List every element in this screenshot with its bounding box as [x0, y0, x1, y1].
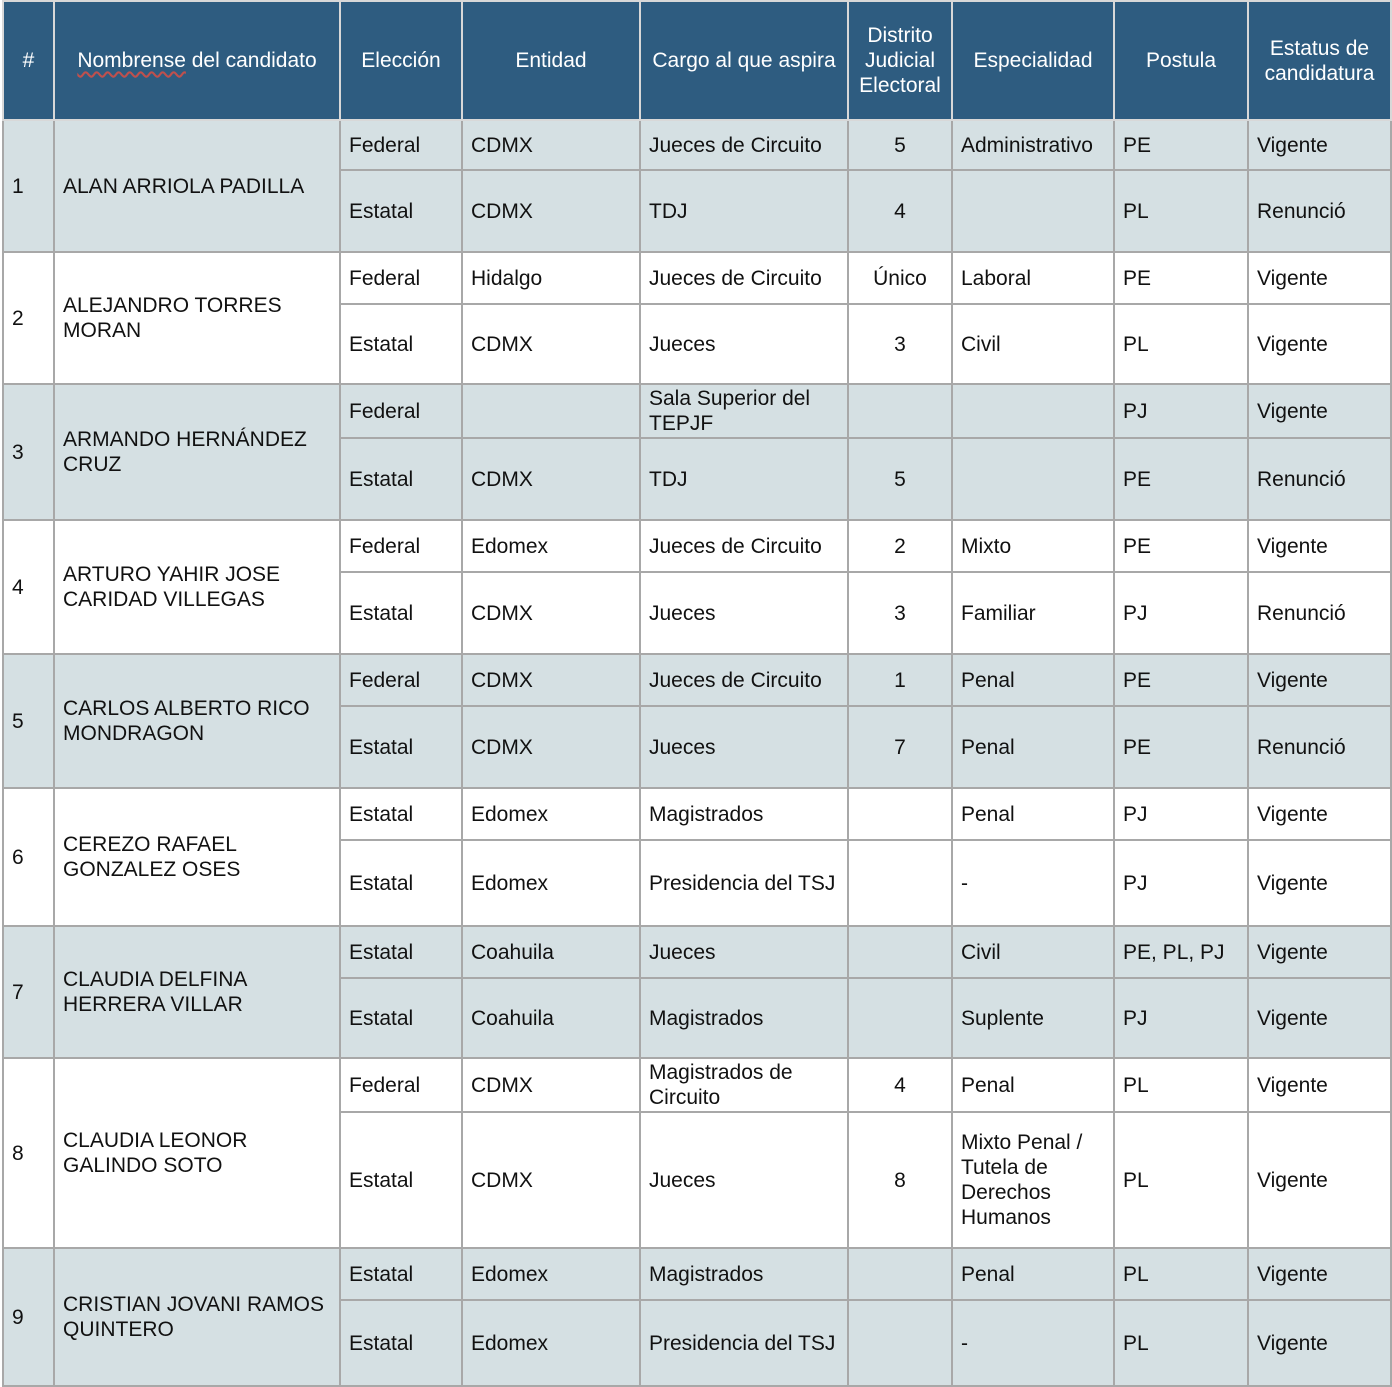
cell-cargo: TDJ [640, 438, 848, 520]
cell-distrito [848, 788, 952, 840]
cell-eleccion: Estatal [340, 1248, 462, 1300]
cell-cargo: Jueces [640, 1112, 848, 1248]
cell-cargo: Jueces [640, 304, 848, 384]
table-row [3, 120, 1391, 170]
cell-estatus: Vigente [1248, 788, 1391, 840]
cell-postula: PJ [1114, 978, 1248, 1058]
cell-distrito [848, 1248, 952, 1300]
header-entidad [462, 1, 640, 120]
cell-entidad: Edomex [462, 840, 640, 926]
cell-postula: PE, PL, PJ [1114, 926, 1248, 978]
cell-cargo: Sala Superior del TEPJF [640, 384, 848, 438]
cell-especialidad: Administrativo [952, 120, 1114, 170]
cell-estatus: Vigente [1248, 304, 1391, 384]
cell-postula: PL [1114, 1112, 1248, 1248]
header-name-suffix: del candidato [185, 49, 317, 72]
cell-num: 9 [3, 1248, 54, 1386]
cell-especialidad [952, 170, 1114, 252]
cell-especialidad: - [952, 1300, 1114, 1386]
cell-estatus: Renunció [1248, 572, 1391, 654]
header-cargo [640, 1, 848, 120]
cell-postula: PE [1114, 120, 1248, 170]
cell-cargo: Jueces [640, 706, 848, 788]
cell-distrito: 1 [848, 654, 952, 706]
cell-num: 2 [3, 252, 54, 384]
cell-eleccion: Federal [340, 1058, 462, 1112]
cell-eleccion: Estatal [340, 926, 462, 978]
cell-estatus: Vigente [1248, 252, 1391, 304]
header-distrito-line1: Distrito [867, 24, 933, 47]
header-estatus-line2: candidatura [1264, 61, 1375, 85]
cell-distrito: 7 [848, 706, 952, 788]
cell-num: 7 [3, 926, 54, 1058]
cell-estatus: Renunció [1248, 170, 1391, 252]
candidates-table [2, 0, 1392, 1387]
cell-entidad: CDMX [462, 120, 640, 170]
cell-distrito [848, 926, 952, 978]
cell-estatus: Vigente [1248, 520, 1391, 572]
table-row [3, 654, 1391, 706]
header-eleccion [340, 1, 462, 120]
header-estatus [1248, 1, 1391, 120]
cell-cargo: Magistrados [640, 1248, 848, 1300]
cell-especialidad [952, 384, 1114, 438]
cell-cargo: Presidencia del TSJ [640, 840, 848, 926]
cell-entidad: CDMX [462, 304, 640, 384]
cell-especialidad: Penal [952, 1058, 1114, 1112]
header-num-label: # [22, 49, 35, 72]
cell-estatus: Vigente [1248, 1300, 1391, 1386]
cell-eleccion: Federal [340, 252, 462, 304]
cell-cargo: Jueces de Circuito [640, 252, 848, 304]
cell-entidad: CDMX [462, 170, 640, 252]
cell-cargo: Magistrados [640, 978, 848, 1058]
cell-postula: PL [1114, 1300, 1248, 1386]
cell-cargo: Jueces de Circuito [640, 120, 848, 170]
table-row [3, 926, 1391, 978]
cell-postula: PJ [1114, 840, 1248, 926]
cell-entidad: Edomex [462, 1300, 640, 1386]
header-estatus-line1: Estatus de [1269, 36, 1370, 60]
cell-estatus: Vigente [1248, 120, 1391, 170]
header-postula-label: Postula [1145, 49, 1217, 72]
cell-postula: PE [1114, 654, 1248, 706]
cell-entidad: CDMX [462, 572, 640, 654]
cell-postula: PE [1114, 520, 1248, 572]
cell-candidate-name: CARLOS ALBERTO RICO MONDRAGON [54, 654, 340, 788]
cell-entidad: Coahuila [462, 978, 640, 1058]
table-row [3, 788, 1391, 840]
cell-cargo: Jueces de Circuito [640, 654, 848, 706]
cell-postula: PE [1114, 706, 1248, 788]
cell-distrito [848, 978, 952, 1058]
cell-estatus: Renunció [1248, 706, 1391, 788]
cell-num: 4 [3, 520, 54, 654]
cell-distrito: Único [848, 252, 952, 304]
cell-estatus: Vigente [1248, 384, 1391, 438]
table-row [3, 1058, 1391, 1112]
table-row [3, 1248, 1391, 1300]
cell-entidad [462, 384, 640, 438]
cell-num: 5 [3, 654, 54, 788]
cell-num: 8 [3, 1058, 54, 1248]
cell-entidad: CDMX [462, 1058, 640, 1112]
cell-eleccion: Estatal [340, 1112, 462, 1248]
cell-distrito: 8 [848, 1112, 952, 1248]
cell-cargo: TDJ [640, 170, 848, 252]
cell-candidate-name: CEREZO RAFAEL GONZALEZ OSES [54, 788, 340, 926]
cell-num: 6 [3, 788, 54, 926]
cell-eleccion: Federal [340, 654, 462, 706]
cell-estatus: Vigente [1248, 654, 1391, 706]
header-num [3, 1, 54, 120]
cell-candidate-name: CLAUDIA DELFINA HERRERA VILLAR [54, 926, 340, 1058]
cell-estatus: Vigente [1248, 1112, 1391, 1248]
cell-especialidad: Penal [952, 1248, 1114, 1300]
cell-eleccion: Estatal [340, 978, 462, 1058]
cell-eleccion: Estatal [340, 170, 462, 252]
cell-especialidad: Suplente [952, 978, 1114, 1058]
cell-distrito: 4 [848, 170, 952, 252]
cell-distrito: 3 [848, 304, 952, 384]
header-distrito-line2: Judicial [864, 49, 936, 72]
cell-entidad: Edomex [462, 1248, 640, 1300]
cell-postula: PE [1114, 438, 1248, 520]
cell-cargo: Jueces [640, 572, 848, 654]
cell-especialidad: Civil [952, 926, 1114, 978]
cell-estatus: Vigente [1248, 978, 1391, 1058]
cell-cargo: Magistrados [640, 788, 848, 840]
cell-candidate-name: ALEJANDRO TORRES MORAN [54, 252, 340, 384]
cell-eleccion: Estatal [340, 788, 462, 840]
cell-estatus: Vigente [1248, 926, 1391, 978]
table-body [3, 120, 1391, 1386]
header-name-prefix: Nombrense [77, 49, 186, 72]
cell-especialidad: Penal [952, 654, 1114, 706]
cell-cargo: Magistrados de Circuito [640, 1058, 848, 1112]
cell-estatus: Vigente [1248, 1058, 1391, 1112]
cell-candidate-name: CLAUDIA LEONOR GALINDO SOTO [54, 1058, 340, 1248]
header-distrito [848, 1, 952, 120]
cell-postula: PJ [1114, 572, 1248, 654]
cell-eleccion: Federal [340, 384, 462, 438]
table-row [3, 520, 1391, 572]
cell-postula: PE [1114, 252, 1248, 304]
table-row [3, 252, 1391, 304]
cell-cargo: Presidencia del TSJ [640, 1300, 848, 1386]
cell-entidad: CDMX [462, 438, 640, 520]
cell-especialidad: Penal [952, 706, 1114, 788]
cell-postula: PL [1114, 1248, 1248, 1300]
cell-especialidad: Penal [952, 788, 1114, 840]
cell-entidad: Hidalgo [462, 252, 640, 304]
cell-postula: PJ [1114, 384, 1248, 438]
cell-especialidad: Mixto Penal / Tutela de Derechos Humanos [952, 1112, 1114, 1248]
cell-entidad: CDMX [462, 654, 640, 706]
cell-especialidad: Mixto [952, 520, 1114, 572]
header-eleccion-label: Elección [361, 49, 441, 72]
cell-eleccion: Estatal [340, 304, 462, 384]
cell-distrito [848, 1300, 952, 1386]
cell-eleccion: Estatal [340, 840, 462, 926]
cell-candidate-name: ARMANDO HERNÁNDEZ CRUZ [54, 384, 340, 520]
cell-cargo: Jueces [640, 926, 848, 978]
cell-cargo: Jueces de Circuito [640, 520, 848, 572]
cell-postula: PL [1114, 1058, 1248, 1112]
cell-especialidad: Civil [952, 304, 1114, 384]
header-entidad-label: Entidad [515, 49, 587, 72]
table-row [3, 384, 1391, 438]
header-distrito-line3: Electoral [859, 74, 941, 97]
cell-especialidad: - [952, 840, 1114, 926]
header-especialidad [952, 1, 1114, 120]
header-especialidad-label: Especialidad [973, 49, 1093, 72]
cell-distrito: 4 [848, 1058, 952, 1112]
cell-distrito [848, 840, 952, 926]
cell-entidad: Coahuila [462, 926, 640, 978]
cell-especialidad [952, 438, 1114, 520]
cell-estatus: Vigente [1248, 840, 1391, 926]
cell-distrito: 3 [848, 572, 952, 654]
cell-entidad: CDMX [462, 1112, 640, 1248]
cell-distrito [848, 384, 952, 438]
cell-eleccion: Estatal [340, 572, 462, 654]
cell-eleccion: Estatal [340, 1300, 462, 1386]
header-row [3, 1, 1391, 120]
cell-eleccion: Federal [340, 120, 462, 170]
cell-postula: PJ [1114, 788, 1248, 840]
cell-num: 1 [3, 120, 54, 252]
cell-candidate-name: ALAN ARRIOLA PADILLA [54, 120, 340, 252]
cell-especialidad: Laboral [952, 252, 1114, 304]
cell-entidad: Edomex [462, 788, 640, 840]
cell-postula: PL [1114, 304, 1248, 384]
cell-eleccion: Estatal [340, 706, 462, 788]
cell-eleccion: Federal [340, 520, 462, 572]
cell-entidad: CDMX [462, 706, 640, 788]
cell-candidate-name: CRISTIAN JOVANI RAMOS QUINTERO [54, 1248, 340, 1386]
cell-eleccion: Estatal [340, 438, 462, 520]
header-cargo-label: Cargo al que aspira [652, 49, 836, 72]
cell-candidate-name: ARTURO YAHIR JOSE CARIDAD VILLEGAS [54, 520, 340, 654]
cell-especialidad: Familiar [952, 572, 1114, 654]
cell-distrito: 5 [848, 438, 952, 520]
cell-estatus: Vigente [1248, 1248, 1391, 1300]
cell-postula: PL [1114, 170, 1248, 252]
cell-distrito: 5 [848, 120, 952, 170]
header-postula [1114, 1, 1248, 120]
cell-estatus: Renunció [1248, 438, 1391, 520]
cell-num: 3 [3, 384, 54, 520]
cell-entidad: Edomex [462, 520, 640, 572]
header-name [54, 1, 340, 120]
cell-distrito: 2 [848, 520, 952, 572]
